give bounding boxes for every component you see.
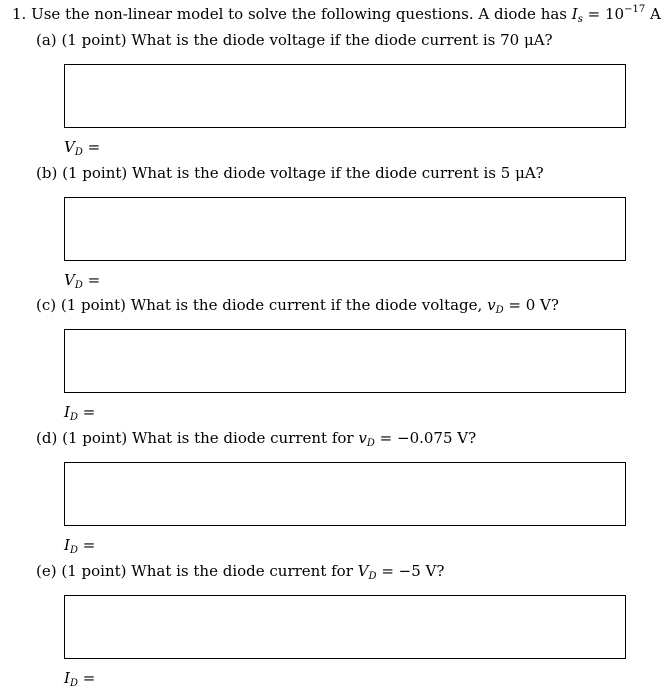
part-points: (1 point): [61, 31, 127, 49]
answer-symbol: I: [64, 536, 70, 554]
part-label: (b): [36, 164, 58, 182]
is-equals: = 10: [587, 5, 625, 23]
answer-box-b[interactable]: [64, 197, 626, 261]
part-points: (1 point): [60, 296, 127, 314]
answer-label-e: [64, 669, 95, 687]
answer-sub: D: [69, 678, 78, 689]
question-header: [12, 5, 661, 23]
part-suffix: μA?: [510, 164, 544, 182]
math-symbol: v: [358, 429, 367, 447]
part-label: (a): [36, 31, 57, 49]
is-subscript: s: [577, 14, 583, 25]
is-symbol: I: [571, 5, 578, 23]
question-number: 1.: [12, 5, 27, 23]
part-points: (1 point): [61, 562, 127, 580]
is-exponent: −17: [624, 4, 646, 15]
part-prefix: What is the diode voltage if the diode current is 5: [132, 164, 511, 182]
part-prefix: What is the diode voltage if the diode current is 70: [131, 31, 520, 49]
math-sub: D: [366, 438, 375, 449]
question-text: Use the non-linear model to solve the following questions. A diode has: [31, 5, 567, 23]
part-points: (1 point): [62, 429, 128, 447]
part-d-question: [36, 429, 476, 447]
math-symbol: V: [357, 562, 369, 580]
part-c-question: [36, 296, 559, 314]
part-suffix: = −0.075 V?: [374, 429, 477, 447]
part-suffix: μA?: [519, 31, 553, 49]
part-label: (c): [36, 296, 57, 314]
math-symbol: v: [487, 296, 496, 314]
part-prefix: What is the diode current for: [131, 562, 353, 580]
answer-box-a[interactable]: [64, 64, 626, 128]
answer-sub: D: [74, 280, 83, 291]
answer-box-e[interactable]: [64, 595, 626, 659]
answer-eq: =: [82, 271, 101, 289]
part-b-question: [36, 164, 544, 182]
part-label: (d): [36, 429, 58, 447]
answer-sub: D: [74, 147, 83, 158]
answer-sub: D: [69, 545, 78, 556]
math-sub: D: [495, 305, 504, 316]
part-a-question: [36, 31, 553, 49]
answer-label-a: [64, 138, 100, 156]
part-points: (1 point): [62, 164, 128, 182]
part-prefix: What is the diode current for: [132, 429, 354, 447]
answer-label-d: [64, 536, 95, 554]
answer-symbol: I: [64, 669, 70, 687]
answer-sub: D: [69, 412, 78, 423]
answer-eq: =: [82, 138, 101, 156]
answer-eq: =: [77, 403, 96, 421]
part-label: (e): [36, 562, 57, 580]
answer-symbol: I: [64, 403, 70, 421]
answer-label-b: [64, 271, 100, 289]
part-e-question: [36, 562, 444, 580]
answer-box-d[interactable]: [64, 462, 626, 526]
answer-eq: =: [77, 536, 96, 554]
answer-symbol: V: [64, 138, 75, 156]
answer-box-c[interactable]: [64, 329, 626, 393]
part-suffix: = −5 V?: [376, 562, 445, 580]
answer-symbol: V: [64, 271, 75, 289]
part-suffix: = 0 V?: [503, 296, 559, 314]
part-prefix: What is the diode current if the diode voltage,: [130, 296, 483, 314]
answer-label-c: [64, 403, 95, 421]
answer-eq: =: [77, 669, 96, 687]
math-sub: D: [368, 571, 377, 582]
is-unit: A: [645, 5, 661, 23]
